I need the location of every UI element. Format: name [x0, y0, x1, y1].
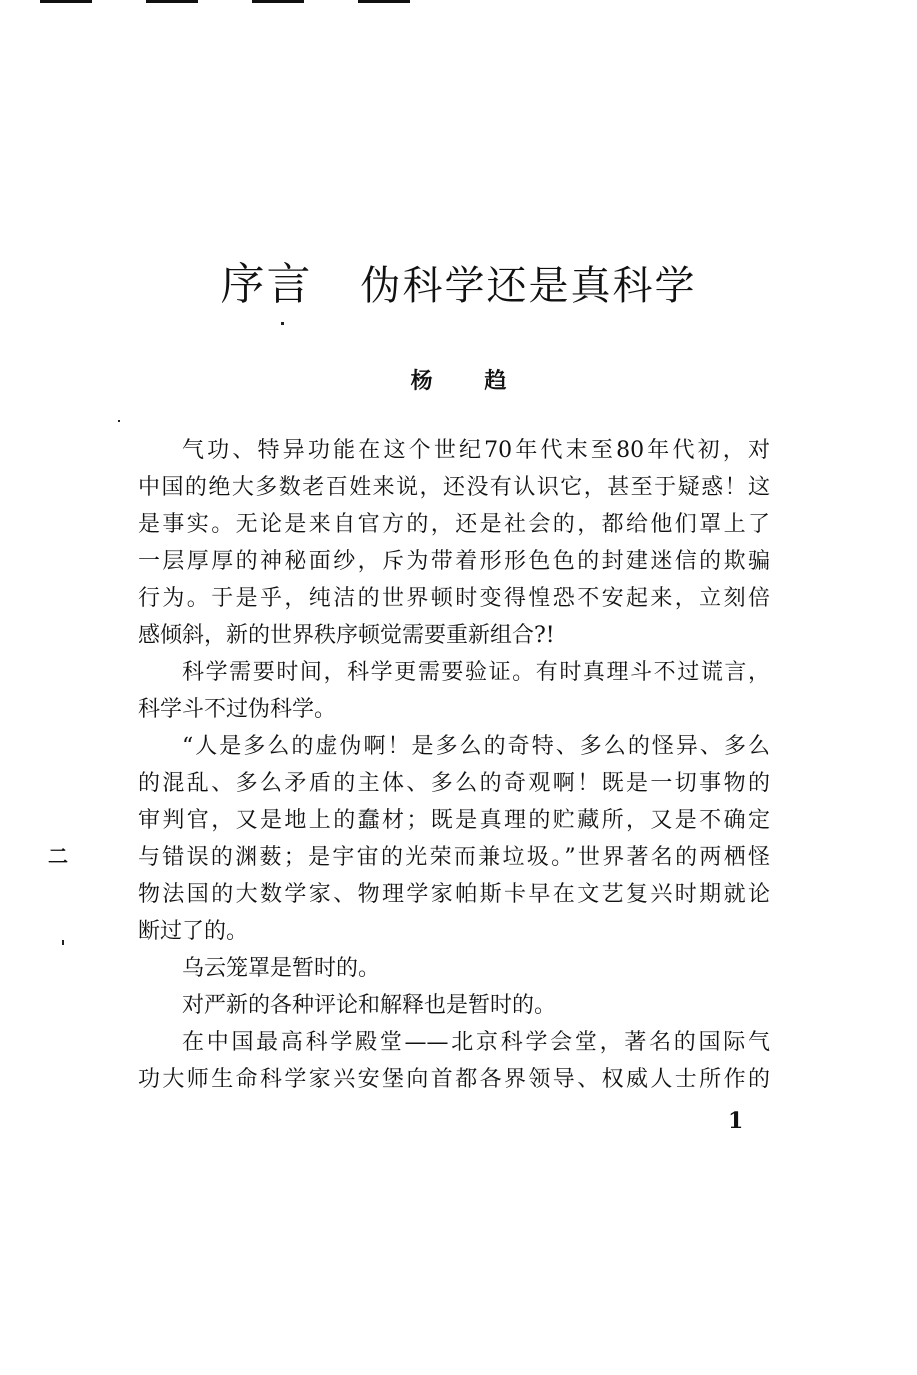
text-line: 在中国最高科学殿堂——北京科学会堂，著名的国际气 — [182, 1030, 770, 1055]
text-line: 乌云笼罩是暂时的。 — [182, 956, 381, 981]
text-line: 是事实。无论是来自官方的，还是社会的，都给他们罩上了 — [138, 512, 770, 537]
text-line: 对严新的各种评论和解释也是暂时的。 — [182, 993, 557, 1018]
text-line: 一层厚厚的神秘面纱，斥为带着形形色色的封建迷信的欺骗 — [138, 549, 770, 574]
text-line: 的混乱、多么矛盾的主体、多么的奇观啊！既是一切事物的 — [138, 771, 770, 796]
text-line: 气功、特异功能在这个世纪70年代末至80年代初，对 — [182, 438, 770, 463]
body-text — [138, 432, 770, 1098]
scan-speck — [62, 940, 64, 945]
margin-mark: 二 — [48, 844, 68, 868]
text-line: 审判官，又是地上的蠢材；既是真理的贮藏所，又是不确定 — [138, 808, 770, 833]
header-rule — [146, 0, 198, 3]
chapter-title — [0, 248, 917, 312]
text-line: 行为。于是乎，纯洁的世界顿时变得惶恐不安起来，立刻倍 — [138, 586, 770, 611]
text-line: 科学需要时间，科学更需要验证。有时真理斗不过谎言， — [182, 660, 770, 685]
header-rule — [358, 0, 410, 3]
chapter-title-main: 伪科学还是真科学 — [360, 263, 697, 309]
text-line: 功大师生命科学家兴安堡向首都各界领导、权威人士所作的 — [138, 1067, 770, 1092]
text-line: 物法国的大数学家、物理学家帕斯卡早在文艺复兴时期就论 — [138, 882, 770, 907]
scan-speck — [118, 420, 120, 422]
page-number: 1 — [728, 1108, 744, 1134]
scan-speck — [281, 322, 284, 325]
header-rule — [252, 0, 304, 3]
text-line: 感倾斜，新的世界秩序顿觉需要重新组合?! — [138, 623, 555, 648]
text-line: 科学斗不过伪科学。 — [138, 697, 337, 722]
header-rule — [40, 0, 92, 3]
text-line: 断过了的。 — [138, 919, 249, 944]
chapter-title-prefix: 序言 — [220, 259, 313, 310]
text-line: 与错误的渊薮；是宇宙的光荣而兼垃圾。”世界著名的两栖怪 — [138, 845, 770, 870]
author-name: 杨 趋 — [410, 368, 529, 394]
text-line: “人是多么的虚伪啊！是多么的奇特、多么的怪异、多么 — [182, 734, 770, 759]
text-line: 中国的绝大多数老百姓来说，还没有认识它，甚至于疑惑！这 — [138, 475, 770, 500]
